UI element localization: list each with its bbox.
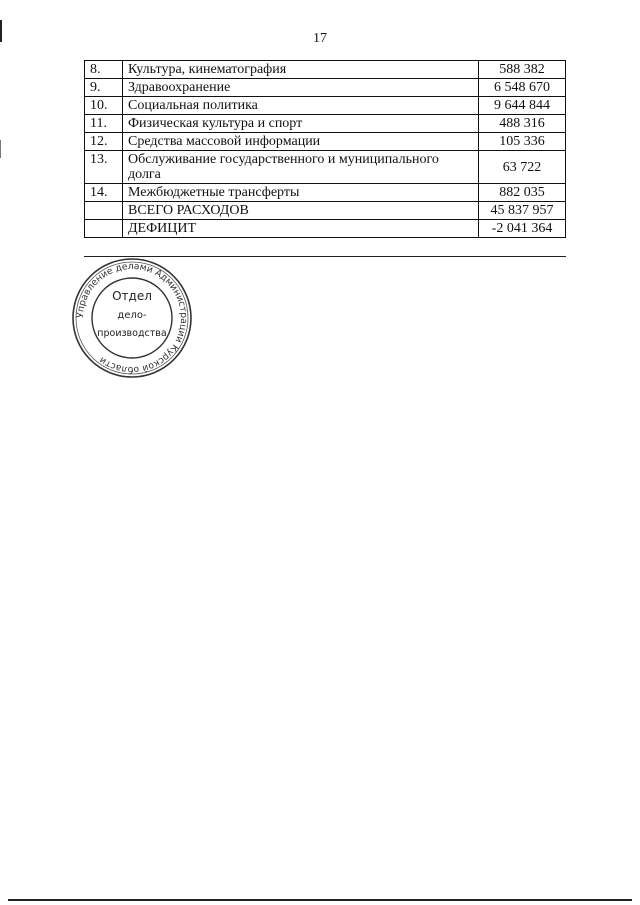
row-value: 6 548 670 (479, 79, 566, 97)
budget-table (84, 60, 566, 238)
table-row (85, 61, 566, 79)
deficit-label: ДЕФИЦИТ (123, 220, 479, 238)
total-row (85, 202, 566, 220)
scan-edge-mark-small (0, 140, 1, 158)
row-value: 588 382 (479, 61, 566, 79)
stamp-ring-text: Управление делами Администрации Курской области (74, 260, 190, 376)
bottom-edge-rule (8, 899, 632, 901)
row-number: 11. (85, 115, 123, 133)
table-row (85, 115, 566, 133)
empty-cell (85, 202, 123, 220)
stamp-line-2: дело- (117, 310, 147, 321)
total-value: 45 837 957 (479, 202, 566, 220)
row-value: 9 644 844 (479, 97, 566, 115)
table-row (85, 133, 566, 151)
deficit-value: -2 041 364 (479, 220, 566, 238)
table-row (85, 79, 566, 97)
row-name: Обслуживание государственного и муниципального долга (123, 151, 479, 184)
table-row (85, 184, 566, 202)
row-name: Физическая культура и спорт (123, 115, 479, 133)
row-name: Культура, кинематография (123, 61, 479, 79)
row-name: Здравоохранение (123, 79, 479, 97)
deficit-row (85, 220, 566, 238)
row-number: 8. (85, 61, 123, 79)
table-row (85, 97, 566, 115)
stamp-line-1: Отдел (112, 289, 152, 303)
row-value: 63 722 (479, 151, 566, 184)
office-stamp (70, 256, 194, 380)
row-value: 488 316 (479, 115, 566, 133)
row-number: 13. (85, 151, 123, 184)
stamp-line-3: производства (97, 328, 167, 339)
total-label: ВСЕГО РАСХОДОВ (123, 202, 479, 220)
row-number: 14. (85, 184, 123, 202)
row-number: 10. (85, 97, 123, 115)
row-value: 882 035 (479, 184, 566, 202)
row-name: Средства массовой информации (123, 133, 479, 151)
row-value: 105 336 (479, 133, 566, 151)
row-name: Социальная политика (123, 97, 479, 115)
table-row (85, 151, 566, 184)
row-name: Межбюджетные трансферты (123, 184, 479, 202)
empty-cell (85, 220, 123, 238)
page-number: 17 (313, 31, 327, 46)
row-number: 12. (85, 133, 123, 151)
row-number: 9. (85, 79, 123, 97)
